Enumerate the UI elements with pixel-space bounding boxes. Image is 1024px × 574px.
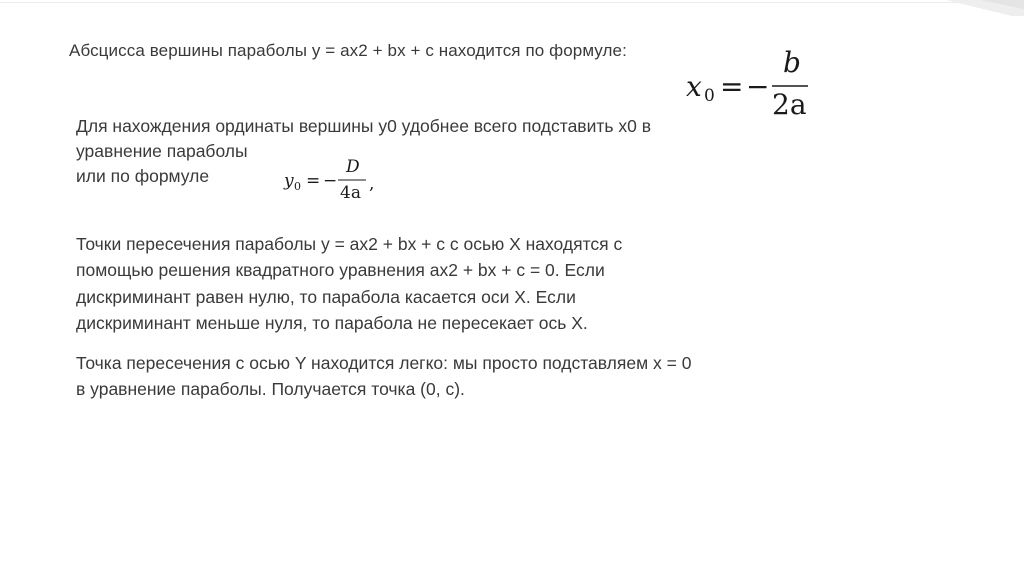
slide-corner-decoration xyxy=(946,0,1024,16)
paragraph-x-intersection-line: помощью решения квадратного уравнения ax2 + bx + c = 0. Если xyxy=(76,260,605,281)
paragraph-y-intersection-line: в уравнение параболы. Получается точка (0, c). xyxy=(76,379,465,399)
paragraph-x-intersection-line: Точки пересечения параболы y = ax2 + bx + c с осью X находятся с xyxy=(76,234,623,254)
paragraph-ordinate-line: уравнение параболы xyxy=(76,141,248,161)
paragraph-ordinate xyxy=(76,114,776,189)
heading-vertex-abscissa: Абсцисса вершины параболы y = ax2 + bx + c находится по формуле: xyxy=(69,41,627,60)
formula-y0 xyxy=(282,157,392,203)
slide-top-border xyxy=(0,0,1024,8)
formula-x0 xyxy=(684,48,814,120)
formula-y0-comma: , xyxy=(369,174,375,194)
paragraph-x-intersection-line: дискриминант меньше нуля, то парабола не пересекает ось X. xyxy=(76,312,588,333)
paragraph-ordinate-line: или по формуле xyxy=(76,166,210,186)
formula-y0-equals: = xyxy=(306,171,321,191)
formula-x0-minus: − xyxy=(746,70,770,103)
formula-x0-symbol: x xyxy=(686,70,702,103)
formula-y0-minus: − xyxy=(323,171,338,191)
formula-x0-subscript: 0 xyxy=(704,86,715,106)
formula-x0-equals: = xyxy=(720,70,744,103)
paragraph-ordinate-line: Для нахождения ординаты вершины y0 удобнее всего подставить x0 в xyxy=(76,116,652,136)
formula-y0-subscript: 0 xyxy=(294,180,301,193)
formula-x0-numerator: b xyxy=(783,48,801,79)
paragraph-x-intersection-line: дискриминант равен нулю, то парабола касается оси X. Если xyxy=(76,286,576,307)
formula-y0-symbol: y xyxy=(284,171,294,191)
formula-x0-denominator: 2a xyxy=(772,88,807,120)
corner-icon xyxy=(946,0,1024,16)
formula-y0-numerator: D xyxy=(346,157,360,177)
paragraph-x-intersection xyxy=(76,231,716,336)
paragraph-y-intersection xyxy=(76,350,776,402)
paragraph-y-intersection-line: Точка пересечения с осью Y находится легко: мы просто подставляем x = 0 xyxy=(76,353,692,373)
formula-y0-denominator: 4a xyxy=(340,183,361,203)
